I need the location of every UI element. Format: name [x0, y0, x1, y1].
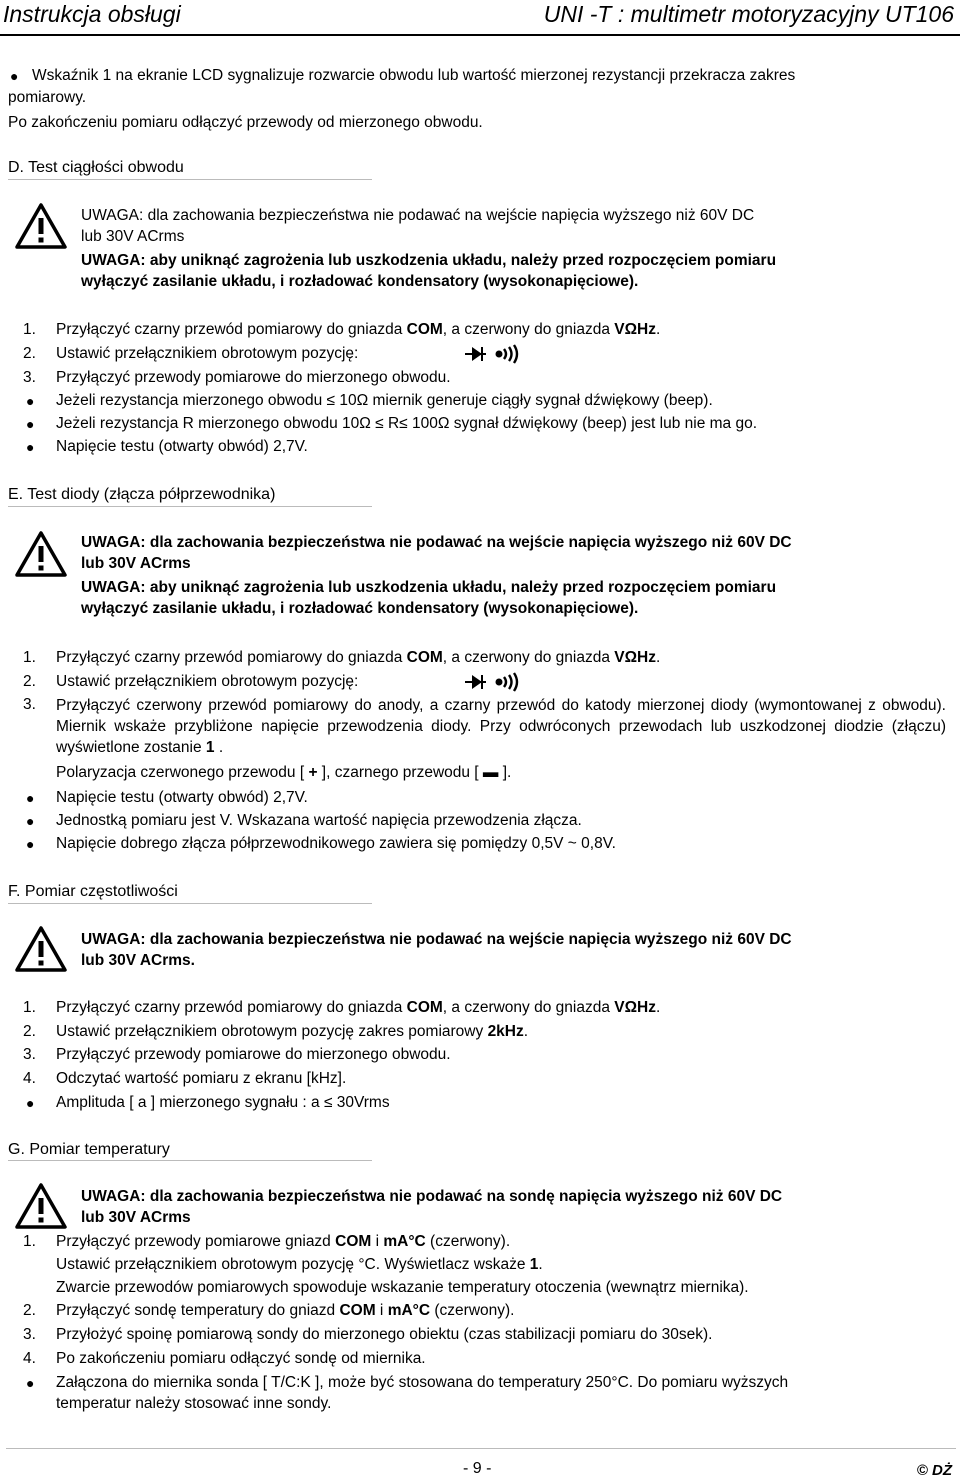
f-step1-text: Przyłączyć czarny przewód pomiarowy do gniazda COM, a czerwony do gniazda VΩHz.: [56, 999, 661, 1016]
warning-triangle-icon: [14, 1182, 68, 1230]
d-bullet-1: Jeżeli rezystancja mierzonego obwodu ≤ 10Ω miernik generuje ciągły sygnał dźwiękowy (beep).: [56, 392, 713, 409]
f-warning1-line1: UWAGA: dla zachowania bezpieczeństwa nie podawać na wejście napięcia wyższego niż 60V DC: [81, 931, 792, 948]
bullet-symbol: ●: [26, 790, 35, 806]
section-f-underline: [8, 903, 372, 904]
g-warning1-line2: lub 30V ACrms: [81, 1209, 191, 1226]
d-bullet-3: Napięcie testu (otwarty obwód) 2,7V.: [56, 438, 308, 455]
g-bullet-line1: Załączona do miernika sonda [ T/C:K ], może być stosowana do temperatury 250°C. Do pomiaru wyższych: [56, 1374, 789, 1391]
g-step1-num: 1.: [23, 1233, 36, 1250]
e-bullet-2: Jednostką pomiaru jest V. Wskazana wartość napięcia przewodzenia złącza.: [56, 812, 582, 829]
d-step3-text: Przyłączyć przewody pomiarowe do mierzonego obwodu.: [56, 369, 451, 386]
top-bullet-text: Wskaźnik 1 na ekranie LCD sygnalizuje rozwarcie obwodu lub wartość mierzonej rezystancji przekracza zakres: [32, 67, 796, 84]
f-step1-num: 1.: [23, 999, 36, 1016]
e-warning1-line1: UWAGA: dla zachowania bezpieczeństwa nie podawać na wejście napięcia wyższego niż 60V DC: [81, 534, 792, 551]
e-step1-text: Przyłączyć czarny przewód pomiarowy do gniazda COM, a czerwony do gniazda VΩHz.: [56, 649, 661, 666]
g-step2-num: 2.: [23, 1302, 36, 1319]
bullet-symbol: ●: [10, 68, 19, 84]
d-step2-text: Ustawić przełącznikiem obrotowym pozycję:: [56, 345, 359, 362]
f-step2-text: Ustawić przełącznikiem obrotowym pozycję zakres pomiarowy 2kHz.: [56, 1023, 529, 1040]
f-step2-num: 2.: [23, 1023, 36, 1040]
e-bullet-3: Napięcie dobrego złącza półprzewodnikowego zawiera się pomiędzy 0,5V ~ 0,8V.: [56, 835, 616, 852]
e-bullet-1: Napięcie testu (otwarty obwód) 2,7V.: [56, 789, 308, 806]
footer-author: © DŻ: [916, 1462, 952, 1479]
f-step4-text: Odczytać wartość pomiaru z ekranu [kHz].: [56, 1070, 347, 1087]
header-title-right: UNI -T : multimetr motoryzacyjny UT106: [543, 1, 954, 27]
e-polarity-text: Polaryzacja czerwonego przewodu [ + ], czarnego przewodu [ ▬ ].: [56, 764, 512, 781]
bullet-symbol: ●: [26, 393, 35, 409]
page-header: [0, 0, 960, 36]
g-step1-line2: Ustawić przełącznikiem obrotowym pozycję °C. Wyświetlacz wskaże 1.: [56, 1256, 543, 1273]
top-after-text: Po zakończeniu pomiaru odłączyć przewody od mierzonego obwodu.: [8, 114, 483, 131]
d-warning2-line1: UWAGA: aby uniknąć zagrożenia lub uszkodzenia układu, należy przed rozpoczęciem pomiaru: [81, 252, 777, 269]
e-warning1-line2: lub 30V ACrms: [81, 555, 191, 572]
g-bullet-line2: temperatur należy stosować inne sondy.: [56, 1395, 332, 1412]
e-warning2-line1: UWAGA: aby uniknąć zagrożenia lub uszkodzenia układu, należy przed rozpoczęciem pomiaru: [81, 579, 777, 596]
g-step3-num: 3.: [23, 1326, 36, 1343]
bullet-symbol: ●: [26, 1095, 35, 1111]
g-step3-text: Przyłożyć spoinę pomiarową sondy do mierzonego obiektu (czas stabilizacji pomiaru do 30sek).: [56, 1326, 713, 1343]
f-warning1-line2: lub 30V ACrms.: [81, 952, 195, 969]
d-step1-num: 1.: [23, 321, 36, 338]
d-bullet-2: Jeżeli rezystancja R mierzonego obwodu 10Ω ≤ R≤ 100Ω sygnał dźwiękowy (beep) jest lub nie ma go.: [56, 415, 758, 432]
f-step3-num: 3.: [23, 1046, 36, 1063]
e-step3-text: Przyłączyć czerwony przewód pomiarowy do anody, a czarny przewód do katody mierzonej diody (wymontowanej z obwodu). Miernik wskaże przybliżone napięcie przewodzenia diody. Przy odwróconych przewodach lub uszkodzonej diodzie (złączu) wyświetlone zostanie 1 .: [56, 697, 946, 756]
f-bullet-amplitude: Amplituda [ a ] mierzonego sygnału : a ≤ 30Vrms: [56, 1094, 390, 1111]
page-number: - 9 -: [463, 1460, 492, 1477]
e-warning2-line2: wyłączyć zasilanie układu, i rozładować kondensatory (wysokonapięciowe).: [81, 600, 639, 617]
section-e-underline: [8, 506, 372, 507]
bullet-symbol: ●: [26, 813, 35, 829]
g-step1-line3: Zwarcie przewodów pomiarowych spowoduje wskazanie temperatury otoczenia (wewnątrz miernika).: [56, 1279, 749, 1296]
bullet-symbol: ●: [26, 1375, 35, 1391]
d-step2-num: 2.: [23, 345, 36, 362]
section-d-underline: [8, 179, 372, 180]
d-step1-text: Przyłączyć czarny przewód pomiarowy do gniazda COM, a czerwony do gniazda VΩHz.: [56, 321, 661, 338]
d-warning1-line2: lub 30V ACrms: [81, 228, 185, 245]
g-step4-text: Po zakończeniu pomiaru odłączyć sondę od miernika.: [56, 1350, 426, 1367]
e-step2-num: 2.: [23, 673, 36, 690]
section-d-title: D. Test ciągłości obwodu: [8, 159, 184, 176]
f-step4-num: 4.: [23, 1070, 36, 1087]
section-g-title: G. Pomiar temperatury: [8, 1141, 170, 1158]
bullet-symbol: ●: [26, 416, 35, 432]
bullet-symbol: ●: [26, 836, 35, 852]
section-g-underline: [8, 1160, 372, 1161]
warning-triangle-icon: [14, 925, 68, 973]
g-step2-text: Przyłączyć sondę temperatury do gniazd COM i mA°C (czerwony).: [56, 1302, 515, 1319]
e-step1-num: 1.: [23, 649, 36, 666]
g-step4-num: 4.: [23, 1350, 36, 1367]
section-e-title: E. Test diody (złącza półprzewodnika): [8, 486, 276, 503]
d-step3-num: 3.: [23, 369, 36, 386]
d-warning1-line1: UWAGA: dla zachowania bezpieczeństwa nie podawać na wejście napięcia wyższego niż 60V DC: [81, 207, 755, 224]
g-step1-text: Przyłączyć przewody pomiarowe gniazd COM i mA°C (czerwony).: [56, 1233, 511, 1250]
warning-triangle-icon: [14, 530, 68, 578]
diode-continuity-symbol-icon: [464, 344, 524, 364]
e-step3-num: 3.: [23, 696, 36, 713]
e-step2-text: Ustawić przełącznikiem obrotowym pozycję:: [56, 673, 359, 690]
section-f-title: F. Pomiar częstotliwości: [8, 883, 178, 900]
warning-triangle-icon: [14, 202, 68, 250]
diode-continuity-symbol-icon: [464, 672, 524, 692]
g-warning1-line1: UWAGA: dla zachowania bezpieczeństwa nie podawać na sondę napięcia wyższego niż 60V DC: [81, 1188, 783, 1205]
header-title-left: Instrukcja obsługi: [3, 1, 181, 27]
footer-divider: [6, 1448, 956, 1449]
top-bullet-text-cont: pomiarowy.: [8, 89, 87, 106]
d-warning2-line2: wyłączyć zasilanie układu, i rozładować kondensatory (wysokonapięciowe).: [81, 273, 639, 290]
f-step3-text: Przyłączyć przewody pomiarowe do mierzonego obwodu.: [56, 1046, 451, 1063]
bullet-symbol: ●: [26, 439, 35, 455]
